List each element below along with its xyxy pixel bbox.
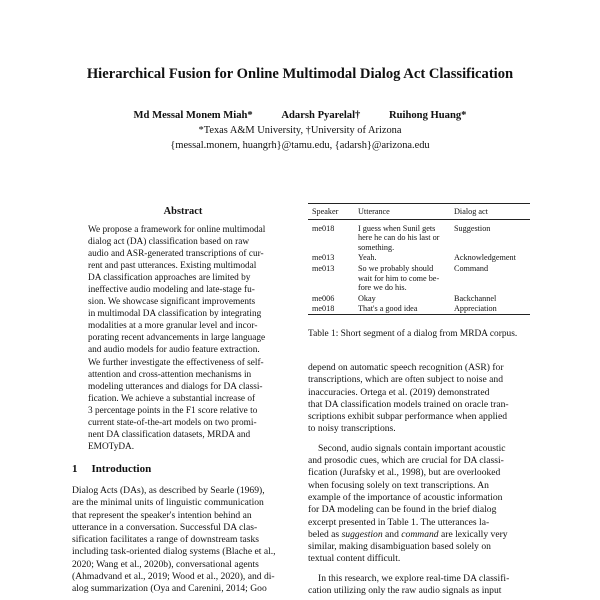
utterance-line: So we probably should [358,263,434,273]
table-row [308,252,530,263]
text-line: Dialog Acts (DAs), as described by Searle (1969), [72,485,265,496]
text-line: cation utilizing only the raw audio signals as input [308,585,502,597]
table-header-row [308,204,530,220]
text-line: and prosodic cues, which are crucial for DA classi- [308,455,504,467]
text-line: dialog act (DA) classification based on raw [88,237,250,248]
speaker-cell: me006 [312,293,335,303]
text-line: In this research, we explore real-time DA classifi- [318,572,510,584]
text-line: utterance in a conversation. Successful DA clas- [72,521,258,533]
dialog-act-cell: Appreciation [454,304,497,314]
right-column-body [308,362,530,597]
text-line: in multimodal DA classification by integrating [88,309,262,320]
section-title: Introduction [91,463,152,475]
abstract-heading: Abstract [163,206,203,217]
author: Ruihong Huang* [389,110,467,121]
utterance-line: Yeah. [358,253,377,263]
utterance-line: That's a good idea [358,304,418,314]
text-line: modeling utterances and dialogs for DA classi- [88,381,263,392]
table-row [308,293,530,304]
column-header-dialog-act: Dialog act [454,207,488,216]
text-line: rent and past utterances. Existing multimodal [88,261,257,272]
author: Adarsh Pyarelal† [281,110,361,121]
text-line: ineffective audio modeling and late-stage fu- [88,285,255,296]
table-caption: Table 1: Short segment of a dialog from MRDA corpus. [308,329,518,339]
text-line: are the minimal units of linguistic communication [72,497,264,509]
text-line: Second, audio signals contain important acoustic [318,442,506,454]
text-line: when focusing solely on text transcriptions. An [308,479,489,491]
text-line: textual content difficult. [308,553,401,565]
author-list [0,110,600,121]
text-line: 3 percentage points in the F1 score relative to [88,405,258,416]
text-line: for DA modeling can be found in the brief dialog [308,504,497,516]
text-line: fication (Jurafsky et al., 1998), but are overlooked [308,467,501,479]
affiliation: *Texas A&M University, †University of Arizona [198,125,402,136]
speaker-cell: me013 [312,263,335,273]
utterance-line: something. [358,242,395,252]
speaker-cell: me013 [312,253,335,263]
text-line: DA classification approaches are limited by [88,273,251,284]
text-line: to noisy transcriptions. [308,423,396,435]
text-line: similar, making disambiguation based solely on [308,541,491,553]
utterance-cell [358,293,454,304]
text-line: We propose a framework for online multimodal [88,225,266,235]
text-line: attention and cross-attention mechanisms in [88,369,252,380]
text-line: porating recent advancements in large language [88,333,266,344]
dialog-act-cell: Acknowledgement [454,253,516,263]
text-line: fication. We achieve a substantial increase of [88,393,256,404]
text-line: 2020; Wang et al., 2020b), conversational agents [72,558,259,570]
text-line: sion. We showcase significant improvements [88,297,256,308]
utterance-line: here he can do his last or [358,233,440,243]
text-line: current state-of-the-art models on two promi- [88,417,257,428]
text-line: nent DA classification datasets, MRDA and [88,429,251,440]
text-line: EMOTyDA. [88,441,135,452]
utterance-cell [358,252,454,263]
utterance-line: I guess when Sunil gets [358,223,436,233]
text-line: including task-oriented dialog systems (Blache et al., [72,546,276,558]
text-line: modalities at a more granular level and incor- [88,321,258,332]
paper-title: Hierarchical Fusion for Online Multimodal Dialog Act Classification [86,66,514,82]
utterance-line: wait for him to come be- [358,273,440,283]
text-line: that DA classification models trained on oracle tran- [308,398,509,410]
dialog-act-cell: Suggestion [454,223,491,233]
dialog-act-cell: Command [454,263,489,273]
text-line: We further investigate the effectiveness of self- [88,357,264,368]
text-line: transcriptions, which are often subject to noise and [308,374,504,386]
text-line: and audio models for audio feature extraction. [88,345,260,356]
speaker-cell: me018 [312,223,335,233]
utterance-line: fore we do his. [358,283,407,293]
utterance-line: Okay [358,293,376,303]
table-row [308,263,530,293]
table-row [308,219,530,252]
utterance-cell [358,263,454,293]
dialog-act-table [308,203,530,315]
dialog-act-cell: Backchannel [454,293,497,303]
text-line: (Ahmadvand et al., 2019; Wood et al., 2020), and di- [72,571,275,583]
author: Md Messal Monem Miah* [133,110,253,121]
text-line: depend on automatic speech recognition (ASR) for [308,362,504,373]
text-line: scriptions exhibit subpar performance when applied [308,411,508,423]
text-line: example of the importance of acoustic information [308,491,503,503]
table-row [308,303,530,314]
utterance-cell [358,303,454,314]
email-addresses: {messal.monem, huangrh}@tamu.edu, {adarsh}@arizona.edu [170,140,430,151]
utterance-cell [358,219,454,252]
section-heading-introduction [72,463,151,475]
text-line: inaccuracies. Ortega et al. (2019) demonstrated [308,386,490,398]
text-line: that represent the speaker's intention behind an [72,509,252,521]
section-number: 1 [72,463,78,475]
text-line: alog summarization (Oya and Carenini, 2014; Goo [72,583,267,595]
text-line: sification facilitates a range of downstream tasks [72,534,260,546]
italic-term: suggestion [341,528,383,540]
text-line: beled as suggestion and command are lexically very [308,528,508,540]
column-header-speaker: Speaker [312,207,339,216]
abstract-body [88,224,278,453]
italic-term: command [401,528,439,540]
text-line: excerpt presented in Table 1. The utterances la- [308,516,490,528]
column-header-utterance: Utterance [358,207,390,216]
speaker-cell: me018 [312,304,335,314]
text-line: audio and ASR-generated transcriptions of cur- [88,249,264,260]
introduction-body [72,485,297,596]
